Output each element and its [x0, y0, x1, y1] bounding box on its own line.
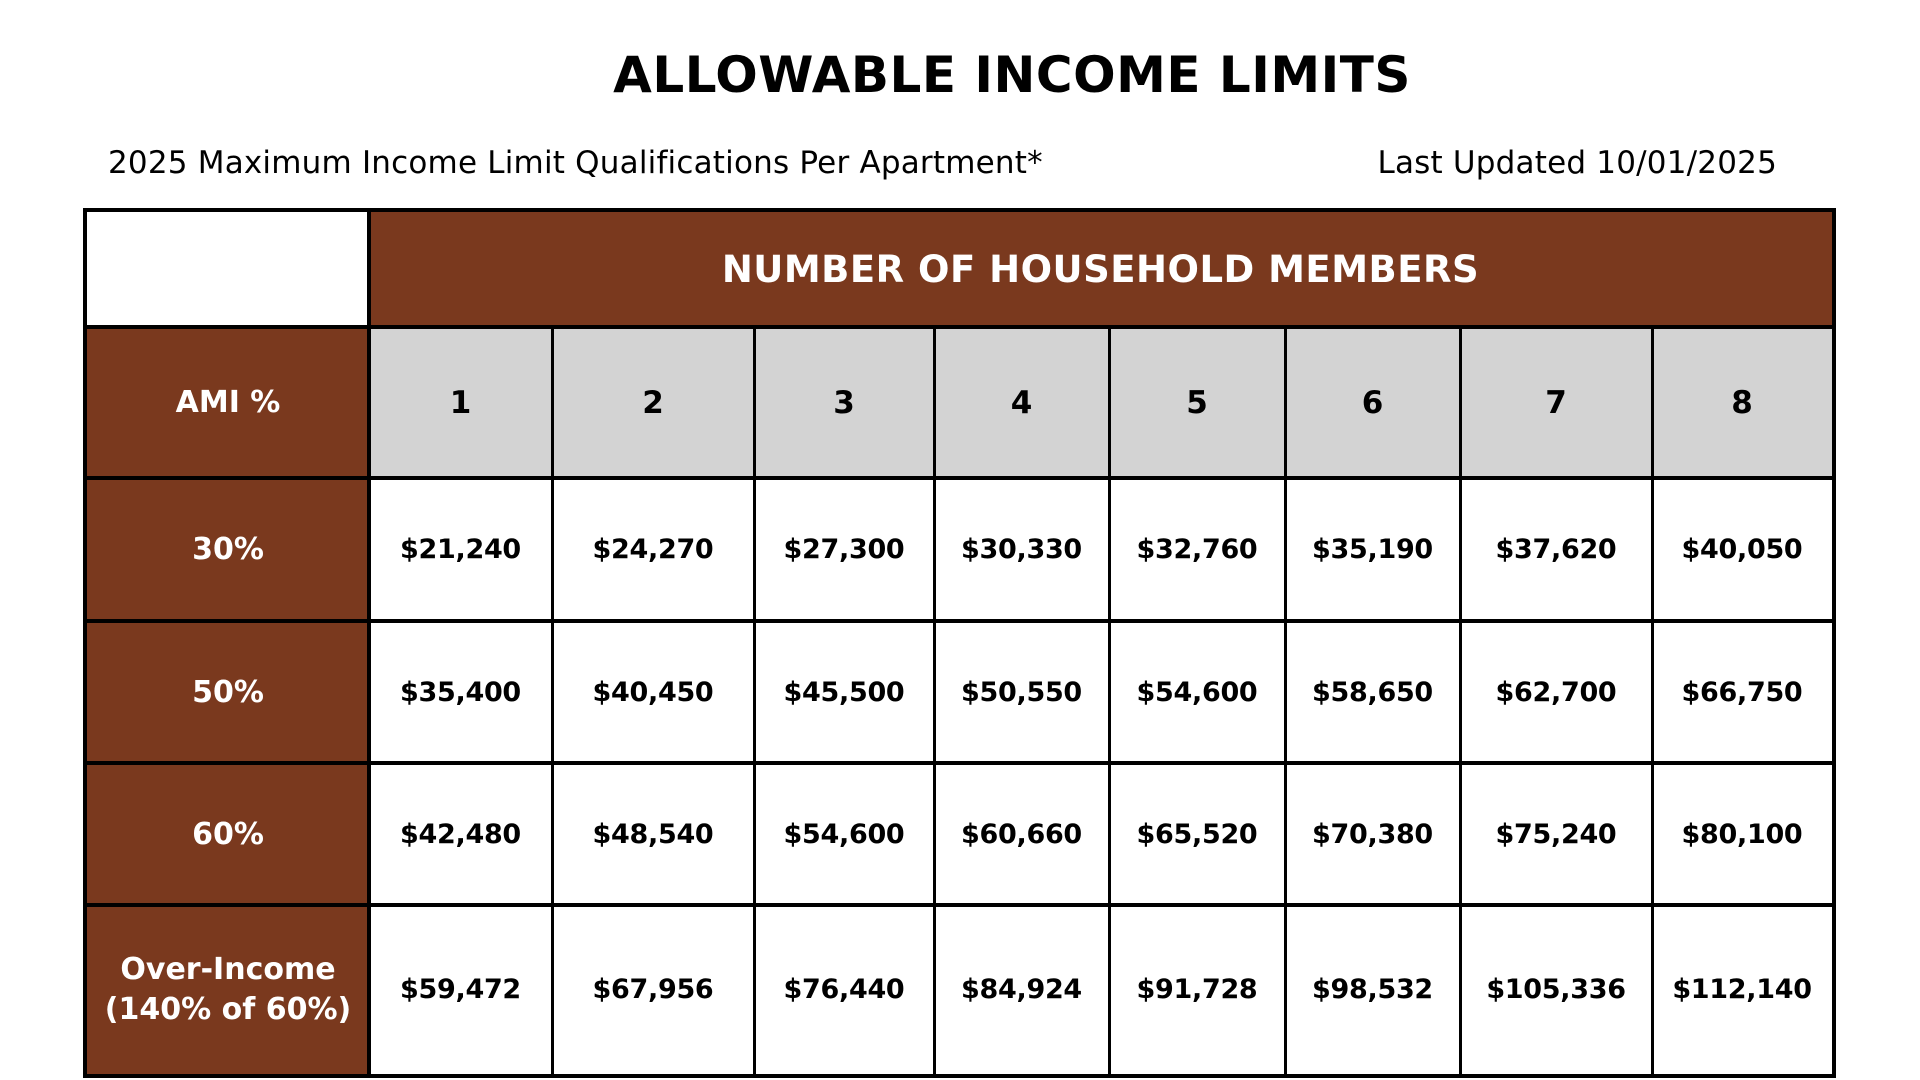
last-updated: Last Updated 10/01/2025: [1377, 145, 1777, 181]
value-cell: $45,500: [754, 621, 934, 763]
grid-line: [87, 619, 1832, 623]
subtitle: 2025 Maximum Income Limit Qualifications Per Apartment*: [108, 145, 1043, 181]
value-cell: $21,240: [369, 478, 552, 621]
value-cell: $65,520: [1109, 763, 1285, 905]
value-cell: $42,480: [369, 763, 552, 905]
grid-line: [753, 327, 756, 1074]
over-income-sublabel: (140% of 60%): [104, 991, 352, 1027]
column-header-2: 2: [552, 327, 754, 478]
column-header-5: 5: [1109, 327, 1285, 478]
row-header-over-income: [87, 905, 369, 1074]
column-header-1: 1: [369, 327, 552, 478]
value-cell: $48,540: [552, 763, 754, 905]
grid-line: [87, 761, 1832, 765]
row-header-60: 60%: [87, 763, 369, 905]
grid-line: [87, 476, 1832, 480]
row-header-30: 30%: [87, 478, 369, 621]
value-cell: $67,956: [552, 905, 754, 1074]
value-cell: $105,336: [1460, 905, 1652, 1074]
value-cell: $24,270: [552, 478, 754, 621]
value-cell: $60,660: [934, 763, 1109, 905]
grid-line: [1651, 327, 1654, 1074]
grid-line: [551, 327, 554, 1074]
grid-line: [87, 325, 1832, 329]
value-cell: $35,190: [1285, 478, 1460, 621]
value-cell: $112,140: [1652, 905, 1832, 1074]
column-header-4: 4: [934, 327, 1109, 478]
column-header-6: 6: [1285, 327, 1460, 478]
value-cell: $37,620: [1460, 478, 1652, 621]
column-header-3: 3: [754, 327, 934, 478]
over-income-label: Over-Income: [120, 951, 336, 987]
corner-cell: [87, 212, 369, 327]
value-cell: $66,750: [1652, 621, 1832, 763]
income-limits-table: [83, 208, 1836, 1078]
household-members-header: NUMBER OF HOUSEHOLD MEMBERS: [369, 212, 1832, 327]
value-cell: $54,600: [754, 763, 934, 905]
value-cell: $40,050: [1652, 478, 1832, 621]
value-cell: $58,650: [1285, 621, 1460, 763]
grid-line: [87, 903, 1832, 907]
value-cell: $70,380: [1285, 763, 1460, 905]
grid-line: [933, 327, 936, 1074]
value-cell: $35,400: [369, 621, 552, 763]
value-cell: $30,330: [934, 478, 1109, 621]
value-cell: $40,450: [552, 621, 754, 763]
column-header-8: 8: [1652, 327, 1832, 478]
page-title: ALLOWABLE INCOME LIMITS: [613, 46, 1411, 104]
grid-line: [1284, 327, 1287, 1074]
value-cell: $50,550: [934, 621, 1109, 763]
column-header-7: 7: [1460, 327, 1652, 478]
value-cell: $54,600: [1109, 621, 1285, 763]
value-cell: $27,300: [754, 478, 934, 621]
value-cell: $76,440: [754, 905, 934, 1074]
value-cell: $84,924: [934, 905, 1109, 1074]
grid-line: [1459, 327, 1462, 1074]
grid-line: [1108, 327, 1111, 1074]
value-cell: $75,240: [1460, 763, 1652, 905]
value-cell: $62,700: [1460, 621, 1652, 763]
value-cell: $59,472: [369, 905, 552, 1074]
row-header-50: 50%: [87, 621, 369, 763]
value-cell: $80,100: [1652, 763, 1832, 905]
value-cell: $32,760: [1109, 478, 1285, 621]
ami-percent-header: AMI %: [87, 327, 369, 478]
value-cell: $91,728: [1109, 905, 1285, 1074]
value-cell: $98,532: [1285, 905, 1460, 1074]
grid-line: [367, 212, 371, 1074]
